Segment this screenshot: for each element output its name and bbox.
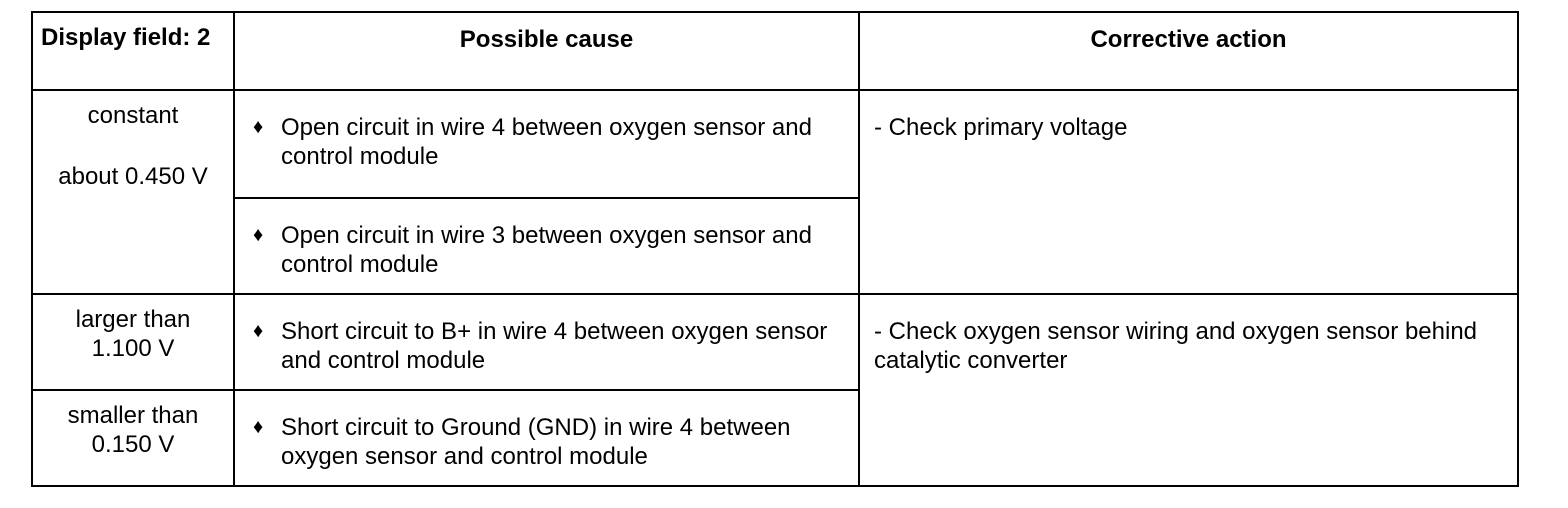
header-row (32, 12, 1518, 90)
header-display-field: Display field: 2 (32, 12, 234, 90)
action-text: - Check primary voltage (874, 114, 1128, 141)
action-cell (859, 294, 1518, 486)
table-row (32, 90, 1518, 198)
cause-text: Open circuit in wire 3 between oxygen sensor and control module (281, 222, 812, 278)
cause-text: Open circuit in wire 4 between oxygen sensor and control module (281, 114, 812, 170)
cause-text: Short circuit to B+ in wire 4 between oxygen sensor and control module (281, 318, 828, 374)
diamond-bullet-icon: ♦ (253, 320, 264, 342)
header-possible-cause: Possible cause (234, 12, 859, 90)
display-value-line: constant (87, 102, 179, 129)
diamond-bullet-icon: ♦ (253, 224, 264, 246)
header-corrective-action: Corrective action (859, 12, 1518, 90)
display-value-line: about 0.450 V (58, 163, 208, 190)
display-value-line: smaller than (67, 402, 199, 429)
cause-cell (234, 294, 859, 390)
diagnostic-table (31, 11, 1519, 487)
cause-cell (234, 198, 859, 294)
action-cell (859, 90, 1518, 294)
display-value-cell (32, 390, 234, 486)
display-value-line: larger than (75, 306, 191, 333)
display-value-line: 1.100 V (91, 335, 175, 362)
table-row (32, 294, 1518, 390)
action-text: - Check oxygen sensor wiring and oxygen sensor behind catalytic converter (874, 318, 1478, 374)
display-value-cell (32, 90, 234, 294)
diamond-bullet-icon: ♦ (253, 416, 264, 438)
display-value-cell (32, 294, 234, 390)
diamond-bullet-icon: ♦ (253, 116, 264, 138)
cause-cell (234, 90, 859, 198)
cause-text: Short circuit to Ground (GND) in wire 4 between oxygen sensor and control module (281, 414, 791, 470)
cause-cell (234, 390, 859, 486)
display-value-line: 0.150 V (91, 431, 175, 458)
